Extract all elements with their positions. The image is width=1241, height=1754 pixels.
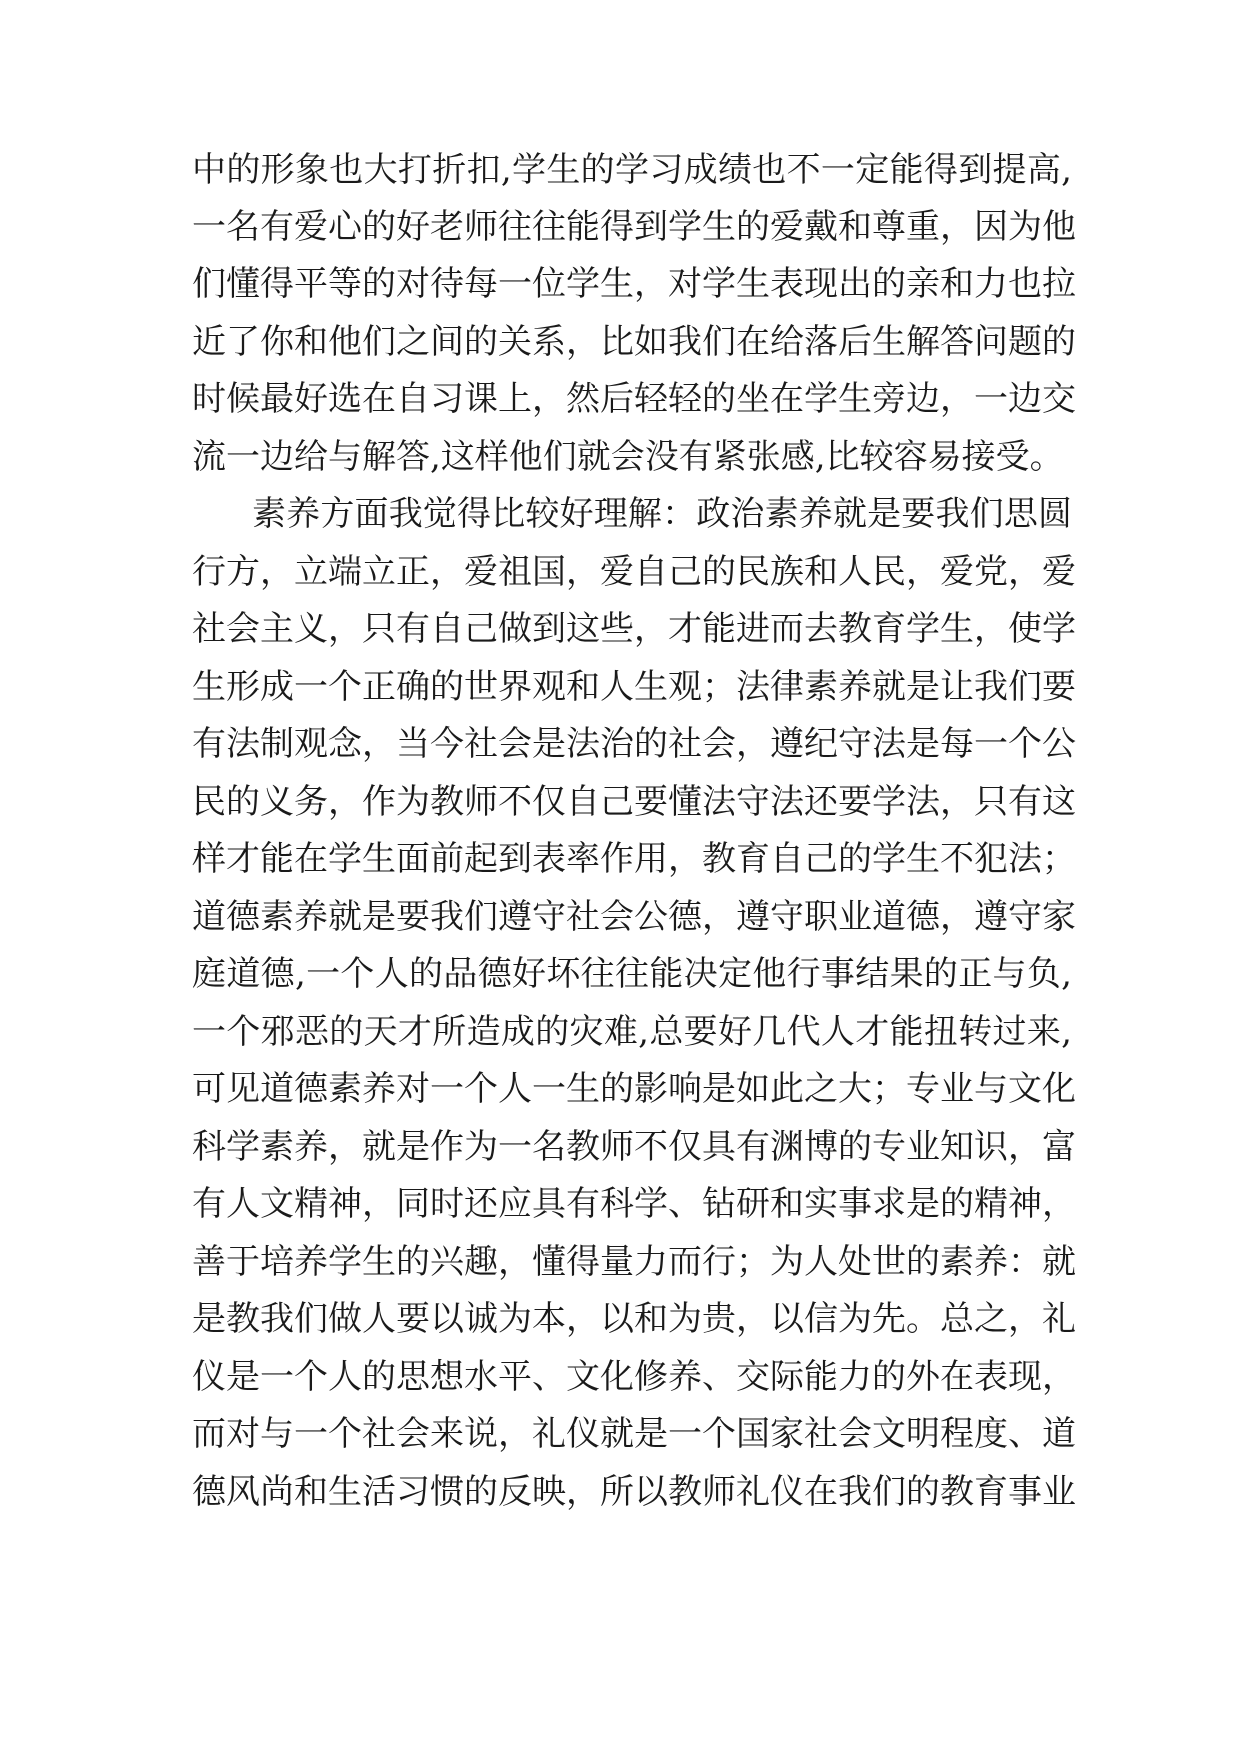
text-line: 们懂得平等的对待每一位学生，对学生表现出的亲和力也拉 (192, 264, 1076, 304)
text-line: 民的义务，作为教师不仅自己要懂法守法还要学法，只有这 (192, 782, 1076, 822)
text-line: 时候最好选在自习课上，然后轻轻的坐在学生旁边，一边交 (192, 379, 1076, 419)
text-line: 善于培养学生的兴趣，懂得量力而行；为人处世的素养：就 (192, 1242, 1076, 1282)
text-line: 庭道德,一个人的品德好坏往往能决定他行事结果的正与负, (192, 954, 1072, 994)
text-line: 道德素养就是要我们遵守社会公德，遵守职业道德，遵守家 (192, 897, 1076, 937)
text-line: 科学素养，就是作为一名教师不仅具有渊博的专业知识，富 (192, 1127, 1076, 1167)
text-line: 可见道德素养对一个人一生的影响是如此之大；专业与文化 (192, 1069, 1076, 1109)
text-line: 流一边给与解答,这样他们就会没有紧张感,比较容易接受。 (192, 437, 1064, 477)
text-line: 样才能在学生面前起到表率作用，教育自己的学生不犯法； (192, 839, 1076, 879)
text-line: 德风尚和生活习惯的反映，所以教师礼仪在我们的教育事业 (192, 1472, 1076, 1512)
text-line: 社会主义，只有自己做到这些，才能进而去教育学生，使学 (192, 609, 1076, 649)
text-line: 生形成一个正确的世界观和人生观；法律素养就是让我们要 (192, 667, 1076, 707)
text-line: 仪是一个人的思想水平、文化修养、交际能力的外在表现， (192, 1357, 1076, 1397)
text-line: 有法制观念，当今社会是法治的社会，遵纪守法是每一个公 (192, 724, 1076, 764)
text-line: 而对与一个社会来说，礼仪就是一个国家社会文明程度、道 (192, 1414, 1076, 1454)
text-line: 一名有爱心的好老师往往能得到学生的爱戴和尊重，因为他 (192, 207, 1076, 247)
text-line: 近了你和他们之间的关系，比如我们在给落后生解答问题的 (192, 322, 1076, 362)
text-line: 有人文精神，同时还应具有科学、钻研和实事求是的精神， (192, 1184, 1076, 1224)
text-line: 一个邪恶的天才所造成的灾难,总要好几代人才能扭转过来, (192, 1012, 1072, 1052)
text-line: 行方，立端立正，爱祖国，爱自己的民族和人民，爱党，爱 (192, 552, 1076, 592)
text-line: 是教我们做人要以诚为本，以和为贵，以信为先。总之，礼 (192, 1299, 1076, 1339)
paragraph-first-line: 素养方面我觉得比较好理解：政治素养就是要我们思圆 (252, 494, 1072, 534)
text-line: 中的形象也大打折扣,学生的学习成绩也不一定能得到提高, (192, 150, 1072, 190)
